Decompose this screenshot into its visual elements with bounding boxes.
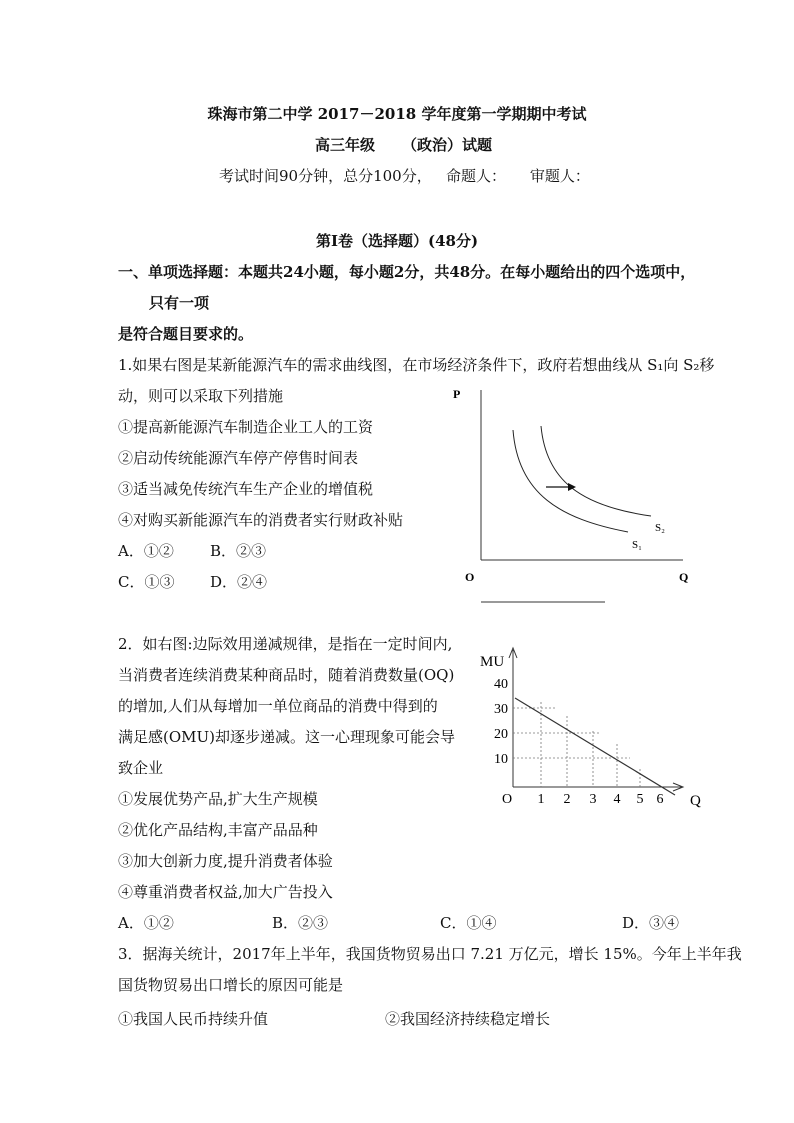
curve-s1 (513, 430, 628, 532)
y-axis-label: P (453, 387, 461, 401)
grade-label: 高三年级 (315, 136, 376, 154)
instruction-line1: 一、单项选择题：本题共24小题，每小题2分，共48分。在每小题给出的四个选项中， (118, 263, 696, 281)
q1-option-3: ③适当减免传统汽车生产企业的增值税 (118, 480, 374, 498)
demand-curve-diagram (450, 384, 700, 609)
q2-stem-line5: 致企业 (118, 759, 164, 777)
y-axis-label: MU (480, 654, 505, 670)
q2-option-4: ④尊重消费者权益,加大广告投入 (118, 883, 333, 901)
y-tick-10: 10 (494, 752, 508, 767)
q1-choice-d: D．②④ (210, 573, 268, 591)
curve-s2 (541, 426, 651, 516)
dotted-grid (513, 702, 640, 787)
q3-stem-line2: 国货物贸易出口增长的原因可能是 (118, 976, 344, 994)
instruction-line3: 是符合题目要求的。 (118, 325, 254, 343)
q2-choice-b: B．②③ (272, 914, 329, 932)
s2-label: S₂ (655, 522, 665, 534)
subject-label: （政治）试题 (402, 136, 493, 154)
q1-option-4: ④对购买新能源汽车的消费者实行财政补贴 (118, 511, 404, 529)
q1-option-2: ②启动传统能源汽车停产停售时间表 (118, 449, 359, 467)
x-axis-label: Q (690, 793, 701, 809)
y-tick-20: 20 (494, 727, 508, 742)
s1-label: S₁ (632, 539, 642, 551)
q2-option-1: ①发展优势产品,扩大生产规模 (118, 790, 318, 808)
x-tick-4: 4 (613, 792, 621, 807)
x-tick-3: 3 (589, 792, 597, 807)
q1-stem-line2: 动，则可以采取下列措施 (118, 387, 284, 405)
q2-stem-line1: 2．如右图:边际效用递减规律，是指在一定时间内, (118, 635, 453, 653)
q3-option-1: ①我国人民币持续升值 (118, 1010, 269, 1028)
x-tick-6: 6 (656, 792, 664, 807)
origin-label: O (502, 792, 513, 807)
q1-choice-c: C．①③ (118, 573, 175, 591)
y-tick-40: 40 (494, 677, 508, 692)
q2-stem-line2: 当消费者连续消费某种商品时，随着消费数量(OQ) (118, 666, 455, 684)
x-tick-5: 5 (636, 792, 644, 807)
y-tick-30: 30 (494, 702, 508, 717)
q3-stem-line1: 3．据海关统计，2017年上半年，我国货物贸易出口 7.21 万亿元，增长 15%。今年上半年我 (118, 945, 742, 963)
q2-option-3: ③加大创新力度,提升消费者体验 (118, 852, 333, 870)
q2-choice-a: A．①② (118, 914, 174, 932)
q2-stem-line3: 的增加,人们从每增加一单位商品的消费中得到的 (118, 697, 438, 715)
origin-label: O (465, 570, 475, 584)
x-tick-1: 1 (537, 792, 545, 807)
marginal-utility-diagram (470, 640, 710, 815)
exam-info: 考试时间90分钟，总分100分， 命题人： 审题人： (219, 167, 590, 185)
q3-option-2: ②我国经济持续稳定增长 (385, 1010, 551, 1028)
section-title: 第Ⅰ卷（选择题）(48分) (315, 232, 479, 250)
q2-stem-line4: 满足感(OMU)却逐步递减。这一心理现象可能会导 (118, 728, 456, 746)
q2-choice-c: C．①④ (440, 914, 497, 932)
x-tick-2: 2 (563, 792, 571, 807)
exam-title: 珠海市第二中学 2017－2018 学年度第一学期期中考试 (207, 105, 587, 123)
q1-choice-a: A．①② (118, 542, 174, 560)
instruction-line2: 只有一项 (149, 294, 210, 312)
x-axis-label: Q (679, 570, 689, 584)
q2-option-2: ②优化产品结构,丰富产品品种 (118, 821, 318, 839)
q1-stem-line1: 1.如果右图是某新能源汽车的需求曲线图，在市场经济条件下，政府若想曲线从 S₁向 S₂移 (118, 356, 715, 374)
q2-choice-d: D．③④ (622, 914, 680, 932)
marginal-utility-line (515, 698, 675, 795)
q1-choice-b: B．②③ (210, 542, 267, 560)
q1-option-1: ①提高新能源汽车制造企业工人的工资 (118, 418, 374, 436)
